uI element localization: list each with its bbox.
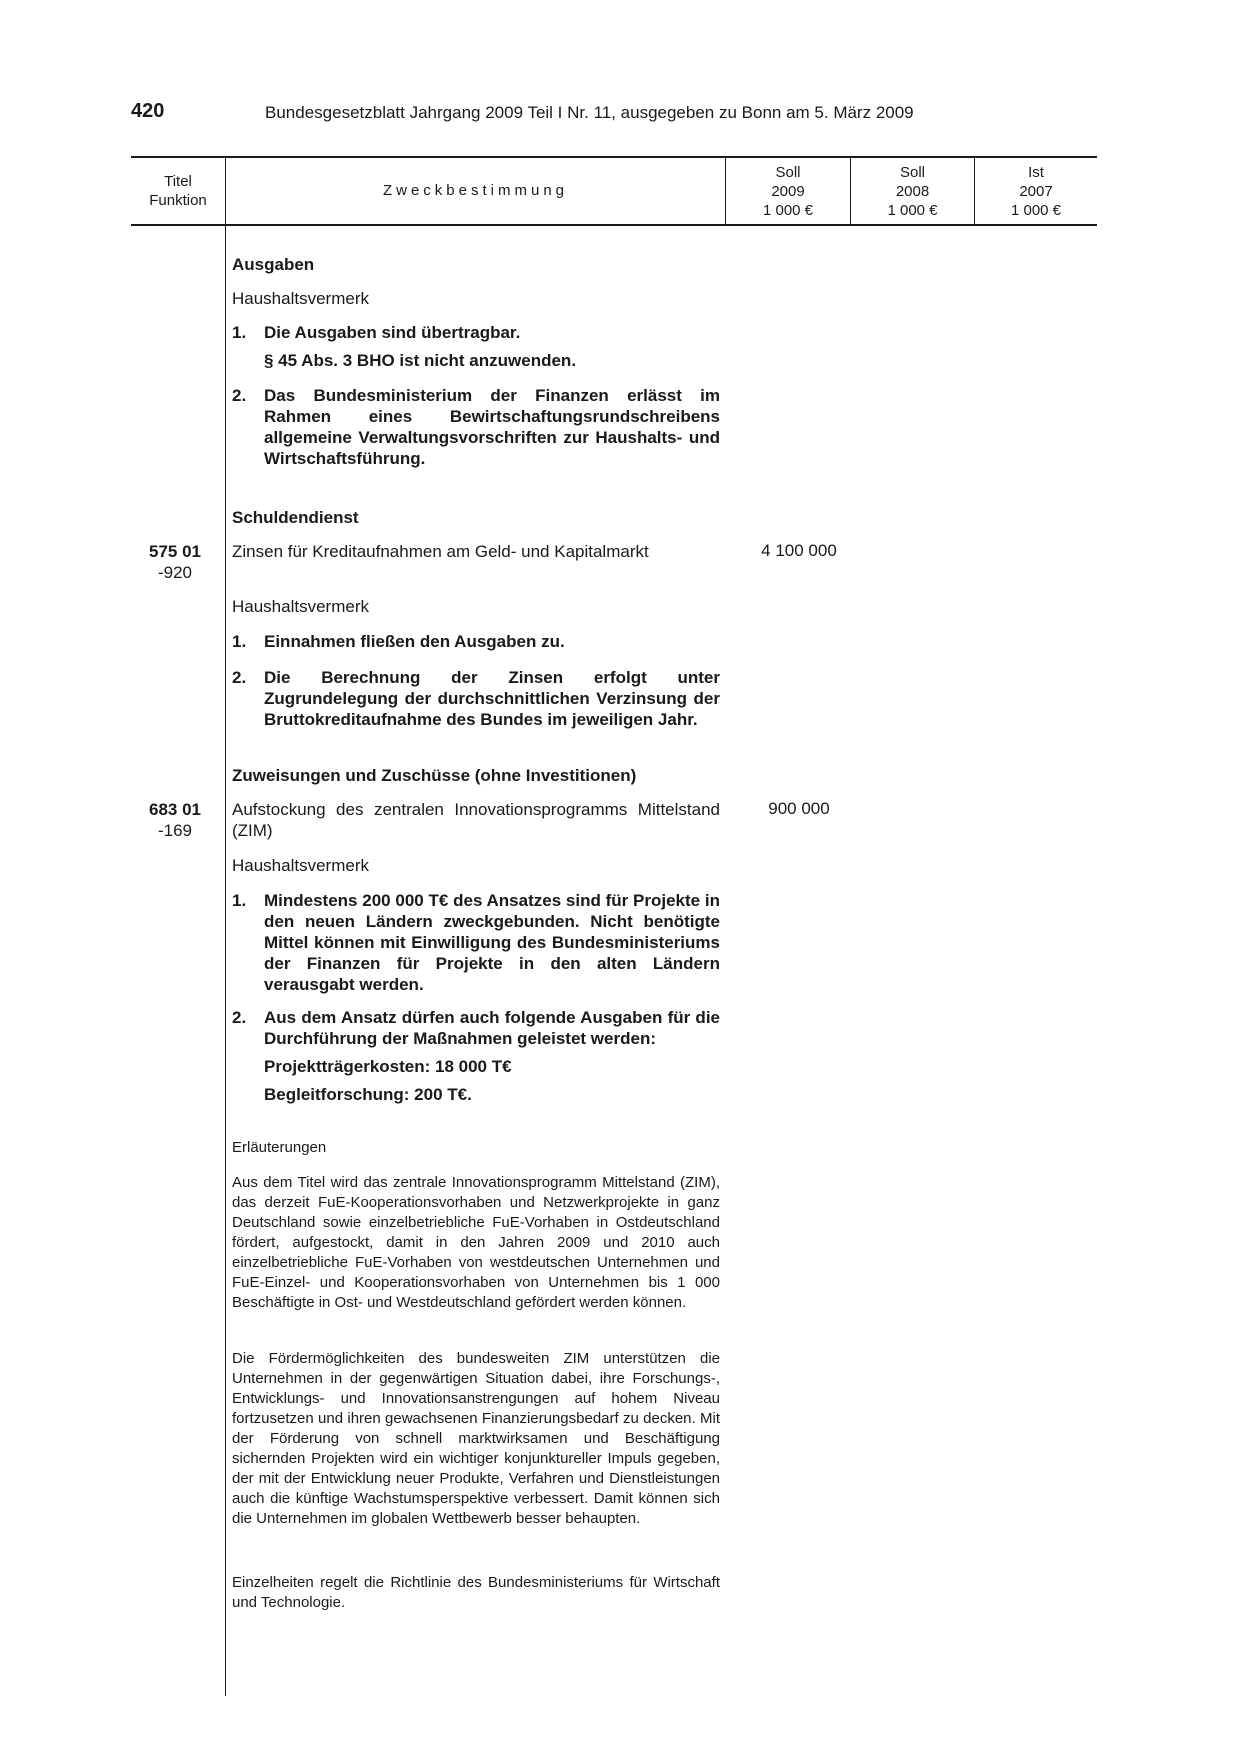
vermerk-item: 1. Einnahmen fließen den Ausgaben zu. (232, 632, 565, 651)
header-zweckbestimmung: Zweckbestimmung (382, 182, 569, 199)
section-heading-ausgaben: Ausgaben (232, 255, 315, 274)
vermerk-item: 2. Aus dem Ansatz dürfen auch folgende Ausgaben für die Durchführung der Maßnahmen geleistet werden: Projektträgerkosten: 18 000 T€ Begleitforschung: 200 T€. (232, 1008, 720, 1104)
running-head: Bundesgesetzblatt Jahrgang 2009 Teil I Nr. 11, ausgegeben zu Bonn am 5. März 2009 (265, 103, 914, 122)
erlaeuterungen-paragraph: Aus dem Titel wird das zentrale Innovationsprogramm Mittelstand (ZIM), das derzeit FuE-Kooperationsvorhaben und Netzwerkprojekte in ganz Deutschland sowie einzelbetriebliche FuE-Vorhaben in Ostdeutschland fördert, aufgestockt, damit in den Jahren 2009 und 2010 auch einzelbetriebliche FuE-Vorhaben von westdeutschen Unternehmen und FuE-Einzel- und Kooperationsvorhaben von Unternehmen bis 1 000 Beschäftigte in Ost- und Westdeutschland gefördert werden können. (232, 1174, 720, 1311)
vermerk-item: 1. Mindestens 200 000 T€ des Ansatzes sind für Projekte in den neuen Ländern zweckgebunden. Nicht benötigte Mittel können mit Einwilligung des Bundesministeriums der Finanzen für Projekte in den alten Ländern verausgabt werden. (232, 891, 720, 994)
titel-column-rule (225, 226, 226, 1696)
table-header-bottom-rule (131, 224, 1097, 226)
haushaltsvermerk-label: Haushaltsvermerk (232, 289, 369, 308)
section-heading-schuldendienst: Schuldendienst (232, 508, 359, 527)
titel-text: Zinsen für Kreditaufnahmen am Geld- und Kapitalmarkt (232, 542, 649, 561)
vermerk-item: 1. Die Ausgaben sind übertragbar. § 45 Abs. 3 BHO ist nicht anzuwenden. (232, 323, 577, 370)
table-top-rule (131, 156, 1097, 158)
header-ist-2007: Ist 2007 1 000 € (1010, 164, 1062, 219)
amount-soll-2009: 4 100 000 (761, 541, 837, 560)
header-titel-funktion: Titel Funktion (149, 173, 207, 209)
haushaltsvermerk-label: Haushaltsvermerk (232, 597, 369, 616)
section-heading-zuweisungen: Zuweisungen und Zuschüsse (ohne Investitionen) (232, 766, 637, 785)
titel-number: 575 01 -920 (149, 542, 201, 582)
titel-text: Aufstockung des zentralen Innovationsprogramms Mittelstand (ZIM) (232, 800, 720, 840)
erlaeuterungen-heading: Erläuterungen (232, 1139, 327, 1156)
haushaltsvermerk-label: Haushaltsvermerk (232, 856, 369, 875)
erlaeuterungen-paragraph: Die Fördermöglichkeiten des bundesweiten ZIM unterstützen die Unternehmen in der gegenwärtigen Situation dabei, ihre Forschungs-, Entwicklungs- und Innovationsanstrengungen auf hohem Niveau fortzusetzen und ihren gewachsenen Finanzierungsbedarf zu decken. Mit der Förderung von schnell marktwirksamen und Beschäftigung sichernden Projekten wird ein wichtiger konjunktureller Impuls gegeben, der mit der Entwicklung neuer Produkte, Verfahren und Dienstleistungen auch die künftige Wachstumsperspektive verbessert. Damit können sich die Unternehmen im globalen Wettbewerb besser behaupten. (232, 1350, 720, 1527)
amount-soll-2009: 900 000 (768, 799, 830, 818)
vermerk-item: 2. Die Berechnung der Zinsen erfolgt unter Zugrundelegung der durchschnittlichen Verzinsung der Bruttokreditaufnahme des Bundes im jeweiligen Jahr. (232, 668, 720, 729)
header-soll-2008: Soll 2008 1 000 € (887, 164, 938, 219)
header-soll-2009: Soll 2009 1 000 € (762, 164, 814, 219)
titel-number: 683 01 -169 (149, 800, 201, 840)
page-number: 420 (131, 100, 165, 122)
erlaeuterungen-paragraph: Einzelheiten regelt die Richtlinie des Bundesministeriums für Wirtschaft und Technologie. (232, 1574, 720, 1611)
vermerk-item: 2. Das Bundesministerium der Finanzen erlässt im Rahmen eines Bewirtschaftungsrundschreibens allgemeine Verwaltungsvorschriften zur Haushalts- und Wirtschaftsführung. (232, 386, 720, 468)
